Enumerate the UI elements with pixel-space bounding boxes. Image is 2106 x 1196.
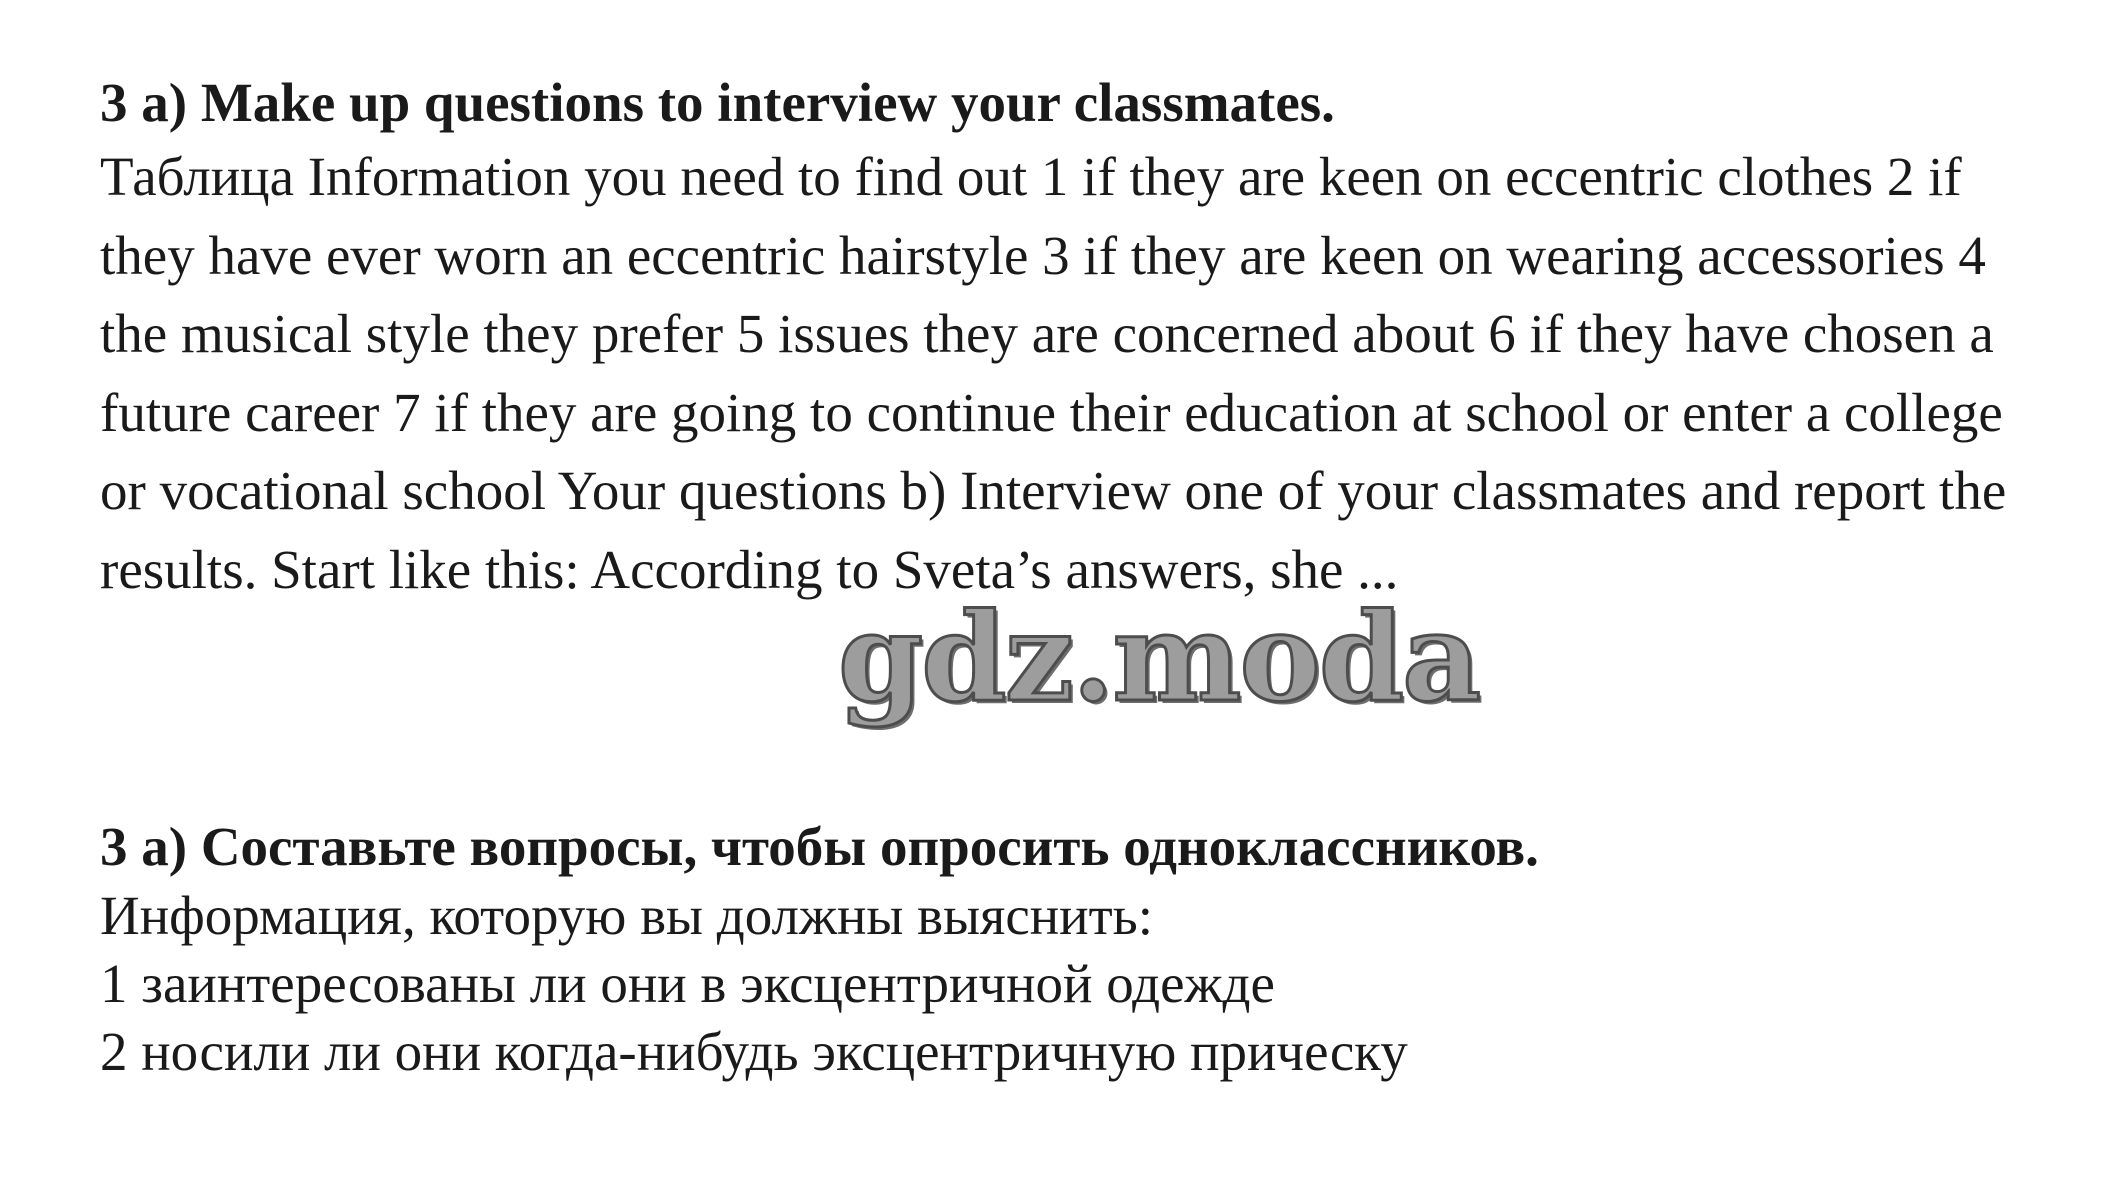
english-section	[100, 68, 2060, 609]
russian-intro-line: Информация, которую вы должны выяснить:	[100, 885, 1154, 946]
russian-section	[100, 812, 2060, 1086]
russian-item-2: 2 носили ли они когда-нибудь эксцентричную прическу	[100, 1021, 1408, 1082]
russian-task-heading: 3 а) Составьте вопросы, чтобы опросить одноклассников.	[100, 816, 1539, 877]
watermark-logo: gdz.moda	[838, 585, 1480, 729]
english-task-body: Таблица Information you need to find out 1 if they are keen on eccentric clothes 2 if they have ever worn an eccentric hairstyle 3 if they are keen on wearing accessories 4 the musical style they prefer 5 issues they are concerned about 6 if they have chosen a future career 7 if they are going to continue their education at school or enter a college or vocational school Your questions b) Interview one of your classmates and report the results. Start like this: According to Sveta’s answers, she ...	[100, 146, 2007, 600]
russian-item-1: 1 заинтересованы ли они в эксцентричной одежде	[100, 953, 1275, 1014]
english-task-heading: 3 a) Make up questions to interview your classmates.	[100, 72, 1335, 133]
